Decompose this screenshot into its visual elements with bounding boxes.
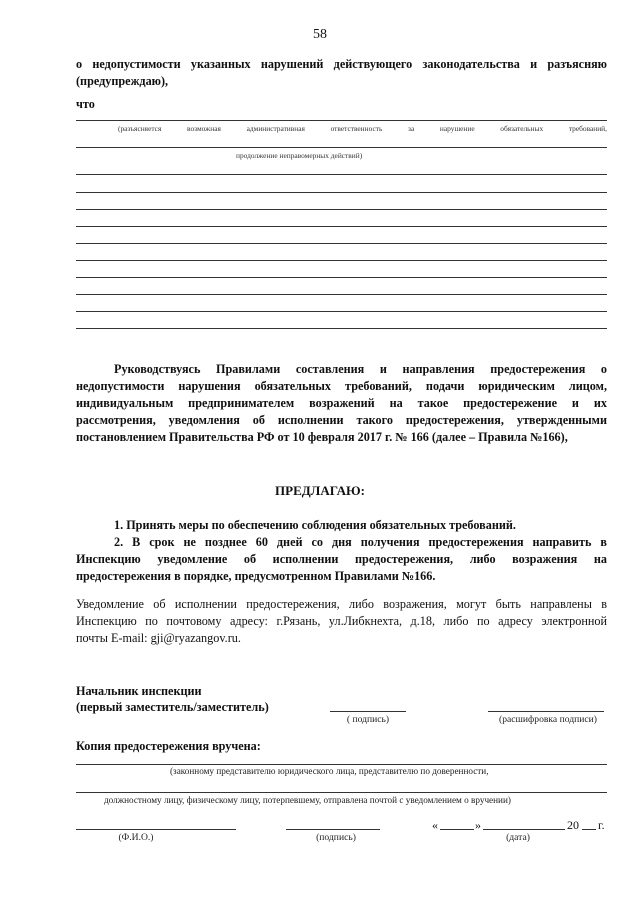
sign-line (330, 711, 406, 712)
item-2-line: 2. В срок не позднее 60 дней со дня получения предостережения направить в (114, 535, 607, 549)
intro-line-2: (предупреждаю), (76, 74, 169, 88)
propose-title: ПРЕДЛАГАЮ: (275, 483, 365, 498)
head-subtitle: (первый заместитель/заместитель) (76, 700, 269, 714)
fill-line (76, 209, 607, 210)
item-1: 1. Принять меры по обеспечению соблюдения обязательных требований. (114, 518, 516, 532)
hint-continuation: продолжение неправомерных действий) (236, 151, 363, 160)
notice-line: Уведомление об исполнении предостережения, либо возражения, могут быть направлены в (76, 597, 607, 611)
date-close-quote: » (475, 818, 481, 832)
intro-chto: что (76, 97, 95, 111)
guided-line: Руководствуясь Правилами составления и направления предостережения о (114, 362, 607, 376)
item-2 (76, 534, 607, 585)
copy-line (76, 792, 607, 793)
year-suffix: г. (598, 818, 605, 832)
intro-line-1: о недопустимости указанных нарушений действующего законодательства и разъясняю (76, 57, 607, 71)
notice-line: Инспекцию по почтовому адресу: г.Рязань, ул.Либкнехта, д.18, либо по адресу электронной (76, 614, 607, 628)
fill-line (76, 311, 607, 312)
copy-line (76, 764, 607, 765)
fio-caption: (Ф.И.О.) (118, 832, 154, 843)
decode-caption: (расшифровка подписи) (499, 714, 597, 725)
head-title: Начальник инспекции (76, 684, 202, 698)
guided-line: недопустимости нарушения обязательных требований, подачи юридическим лицом, (76, 379, 607, 393)
hint-responsibility: (разъясняется возможная административная ответственность за нарушение обязательных требований, (118, 124, 607, 133)
fill-line (76, 260, 607, 261)
date-open-quote: « (432, 818, 438, 832)
guided-line: постановлением Правительства РФ от 10 февраля 2017 г. № 166 (далее – Правила №166), (76, 430, 568, 444)
fill-line (76, 328, 607, 329)
sign-caption: ( подпись) (346, 714, 390, 725)
decode-line (488, 711, 604, 712)
fill-line (76, 277, 607, 278)
sign-caption-2: (подпись) (316, 832, 356, 843)
guided-line: индивидуальным предпринимателем возражений на такое предостережение и их (76, 396, 607, 410)
page-number: 58 (313, 27, 327, 42)
fill-line (76, 192, 607, 193)
date-caption: (дата) (506, 832, 530, 843)
fill-line (76, 120, 607, 121)
date-day-line (440, 829, 474, 830)
year-prefix: 20 (567, 818, 579, 832)
year-line (582, 829, 596, 830)
fio-line (76, 829, 236, 830)
copy-hint-2: должностному лицу, физическому лицу, потерпевшему, отправлена почтой с уведомлением о вручении) (104, 795, 511, 805)
fill-line (76, 226, 607, 227)
date-month-line (483, 829, 565, 830)
item-2-line: предостережения в порядке, предусмотренном Правилами №166. (76, 569, 436, 583)
item-2-line: Инспекцию уведомление об исполнении предостережения, либо возражения на (76, 552, 607, 566)
guided-line: рассмотрения, уведомления об исполнении такого предостережения, утвержденными (76, 413, 607, 427)
copy-hint-1: (законному представителю юридического лица, представителю по доверенности, (170, 766, 489, 776)
copy-title: Копия предостережения вручена: (76, 739, 261, 753)
fill-line (76, 294, 607, 295)
fill-line (76, 174, 607, 175)
notice-line: почты E-mail: gji@ryazangov.ru. (76, 631, 241, 645)
notice-paragraph (76, 596, 607, 647)
guided-paragraph (76, 361, 607, 446)
fill-line (76, 243, 607, 244)
fill-line (76, 147, 607, 148)
sign-line-2 (286, 829, 380, 830)
